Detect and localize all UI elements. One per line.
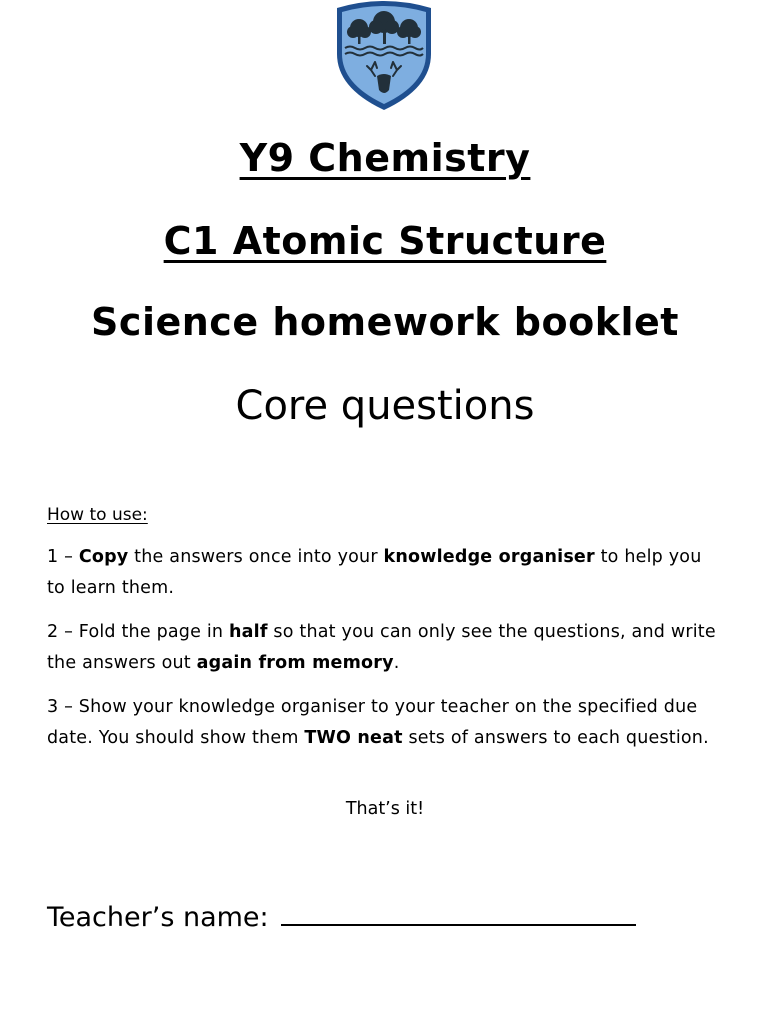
step3-part-c: sets of answers to each question.	[402, 728, 709, 748]
instruction-step-1	[47, 542, 717, 604]
title-y9-chemistry-text: Y9 Chemistry	[239, 136, 531, 180]
closing-text: That’s it!	[345, 799, 425, 819]
step2-half-emphasis: half	[228, 622, 268, 642]
step2-memory-emphasis: again from memory	[196, 653, 394, 673]
instruction-step-2	[47, 617, 717, 679]
title-topic	[0, 219, 770, 263]
step1-knowledge-organiser-emphasis: knowledge organiser	[383, 547, 595, 567]
step3-part-a: 3 – Show your knowledge organiser to your teacher on the specified due date. You should show them	[47, 697, 698, 748]
step1-part-a: 1 –	[47, 547, 79, 567]
step1-part-c: the answers once into your	[128, 547, 384, 567]
teacher-name-blank-line[interactable]	[281, 896, 636, 926]
title-booklet: Science homework booklet	[91, 300, 679, 344]
how-to-use-heading: How to use:	[47, 505, 148, 525]
subtitle-core-questions: Core questions	[235, 383, 535, 429]
step2-part-e: .	[393, 653, 400, 673]
instruction-step-3	[47, 692, 717, 754]
title-topic-text: C1 Atomic Structure	[163, 219, 607, 263]
step2-part-c: so that you can only see the questions, and write the answers out	[47, 622, 716, 673]
title-y9-chemistry	[0, 136, 770, 180]
step1-part-e: to help you to learn them.	[47, 547, 702, 598]
step2-part-a: 2 – Fold the page in	[47, 622, 229, 642]
step3-two-neat-emphasis: TWO neat	[304, 728, 403, 748]
school-crest-icon	[331, 0, 437, 112]
teacher-name-label: Teacher’s name:	[47, 902, 278, 933]
step1-copy-emphasis: Copy	[78, 547, 129, 567]
teacher-name-row	[47, 896, 636, 933]
